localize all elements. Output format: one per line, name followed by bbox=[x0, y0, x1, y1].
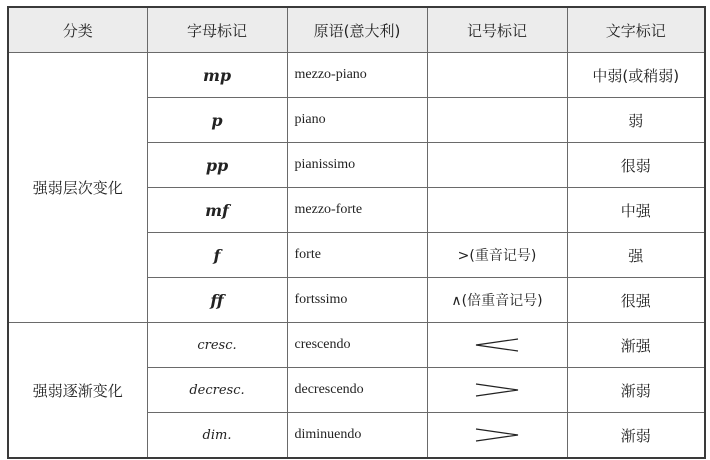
original-cell: decrescendo bbox=[287, 368, 427, 413]
dynamics-table bbox=[7, 6, 706, 459]
sign-cell: ∧(倍重音记号) bbox=[427, 278, 567, 323]
abbr-cell: pp bbox=[147, 143, 287, 188]
original-cell: pianissimo bbox=[287, 143, 427, 188]
text-cell: 很强 bbox=[567, 278, 705, 323]
header-symbol-mark: 记号标记 bbox=[427, 7, 567, 53]
crescendo-hairpin-icon bbox=[475, 338, 519, 352]
sign-cell bbox=[427, 413, 567, 459]
sign-cell bbox=[427, 143, 567, 188]
sign-cell bbox=[427, 188, 567, 233]
text-cell: 很弱 bbox=[567, 143, 705, 188]
original-cell: diminuendo bbox=[287, 413, 427, 459]
text-cell: 中强 bbox=[567, 188, 705, 233]
sign-cell bbox=[427, 368, 567, 413]
text-cell: 强 bbox=[567, 233, 705, 278]
abbr-cell: ff bbox=[147, 278, 287, 323]
text-cell: 中弱(或稍弱) bbox=[567, 53, 705, 98]
header-text-mark: 文字标记 bbox=[567, 7, 705, 53]
original-cell: mezzo-piano bbox=[287, 53, 427, 98]
abbr-cell: mp bbox=[147, 53, 287, 98]
header-row bbox=[8, 7, 705, 53]
category-cell: 强弱逐渐变化 bbox=[8, 323, 147, 459]
abbr-cell: f bbox=[147, 233, 287, 278]
abbr-cell: dim. bbox=[147, 413, 287, 459]
abbr-cell: cresc. bbox=[147, 323, 287, 368]
header-original-italian: 原语(意大利) bbox=[287, 7, 427, 53]
abbr-cell: p bbox=[147, 98, 287, 143]
table-row bbox=[8, 323, 705, 368]
sign-cell: >(重音记号) bbox=[427, 233, 567, 278]
header-category: 分类 bbox=[8, 7, 147, 53]
sign-cell bbox=[427, 53, 567, 98]
original-cell: mezzo-forte bbox=[287, 188, 427, 233]
abbr-cell: mf bbox=[147, 188, 287, 233]
header-letter-mark: 字母标记 bbox=[147, 7, 287, 53]
original-cell: piano bbox=[287, 98, 427, 143]
decrescendo-hairpin-icon bbox=[475, 428, 519, 442]
dynamics-table-wrapper bbox=[7, 6, 704, 452]
text-cell: 渐弱 bbox=[567, 413, 705, 459]
sign-cell bbox=[427, 98, 567, 143]
category-cell: 强弱层次变化 bbox=[8, 53, 147, 323]
sign-cell bbox=[427, 323, 567, 368]
original-cell: fortssimo bbox=[287, 278, 427, 323]
decrescendo-hairpin-icon bbox=[475, 383, 519, 397]
table-row bbox=[8, 53, 705, 98]
original-cell: forte bbox=[287, 233, 427, 278]
abbr-cell: decresc. bbox=[147, 368, 287, 413]
text-cell: 弱 bbox=[567, 98, 705, 143]
text-cell: 渐强 bbox=[567, 323, 705, 368]
text-cell: 渐弱 bbox=[567, 368, 705, 413]
original-cell: crescendo bbox=[287, 323, 427, 368]
